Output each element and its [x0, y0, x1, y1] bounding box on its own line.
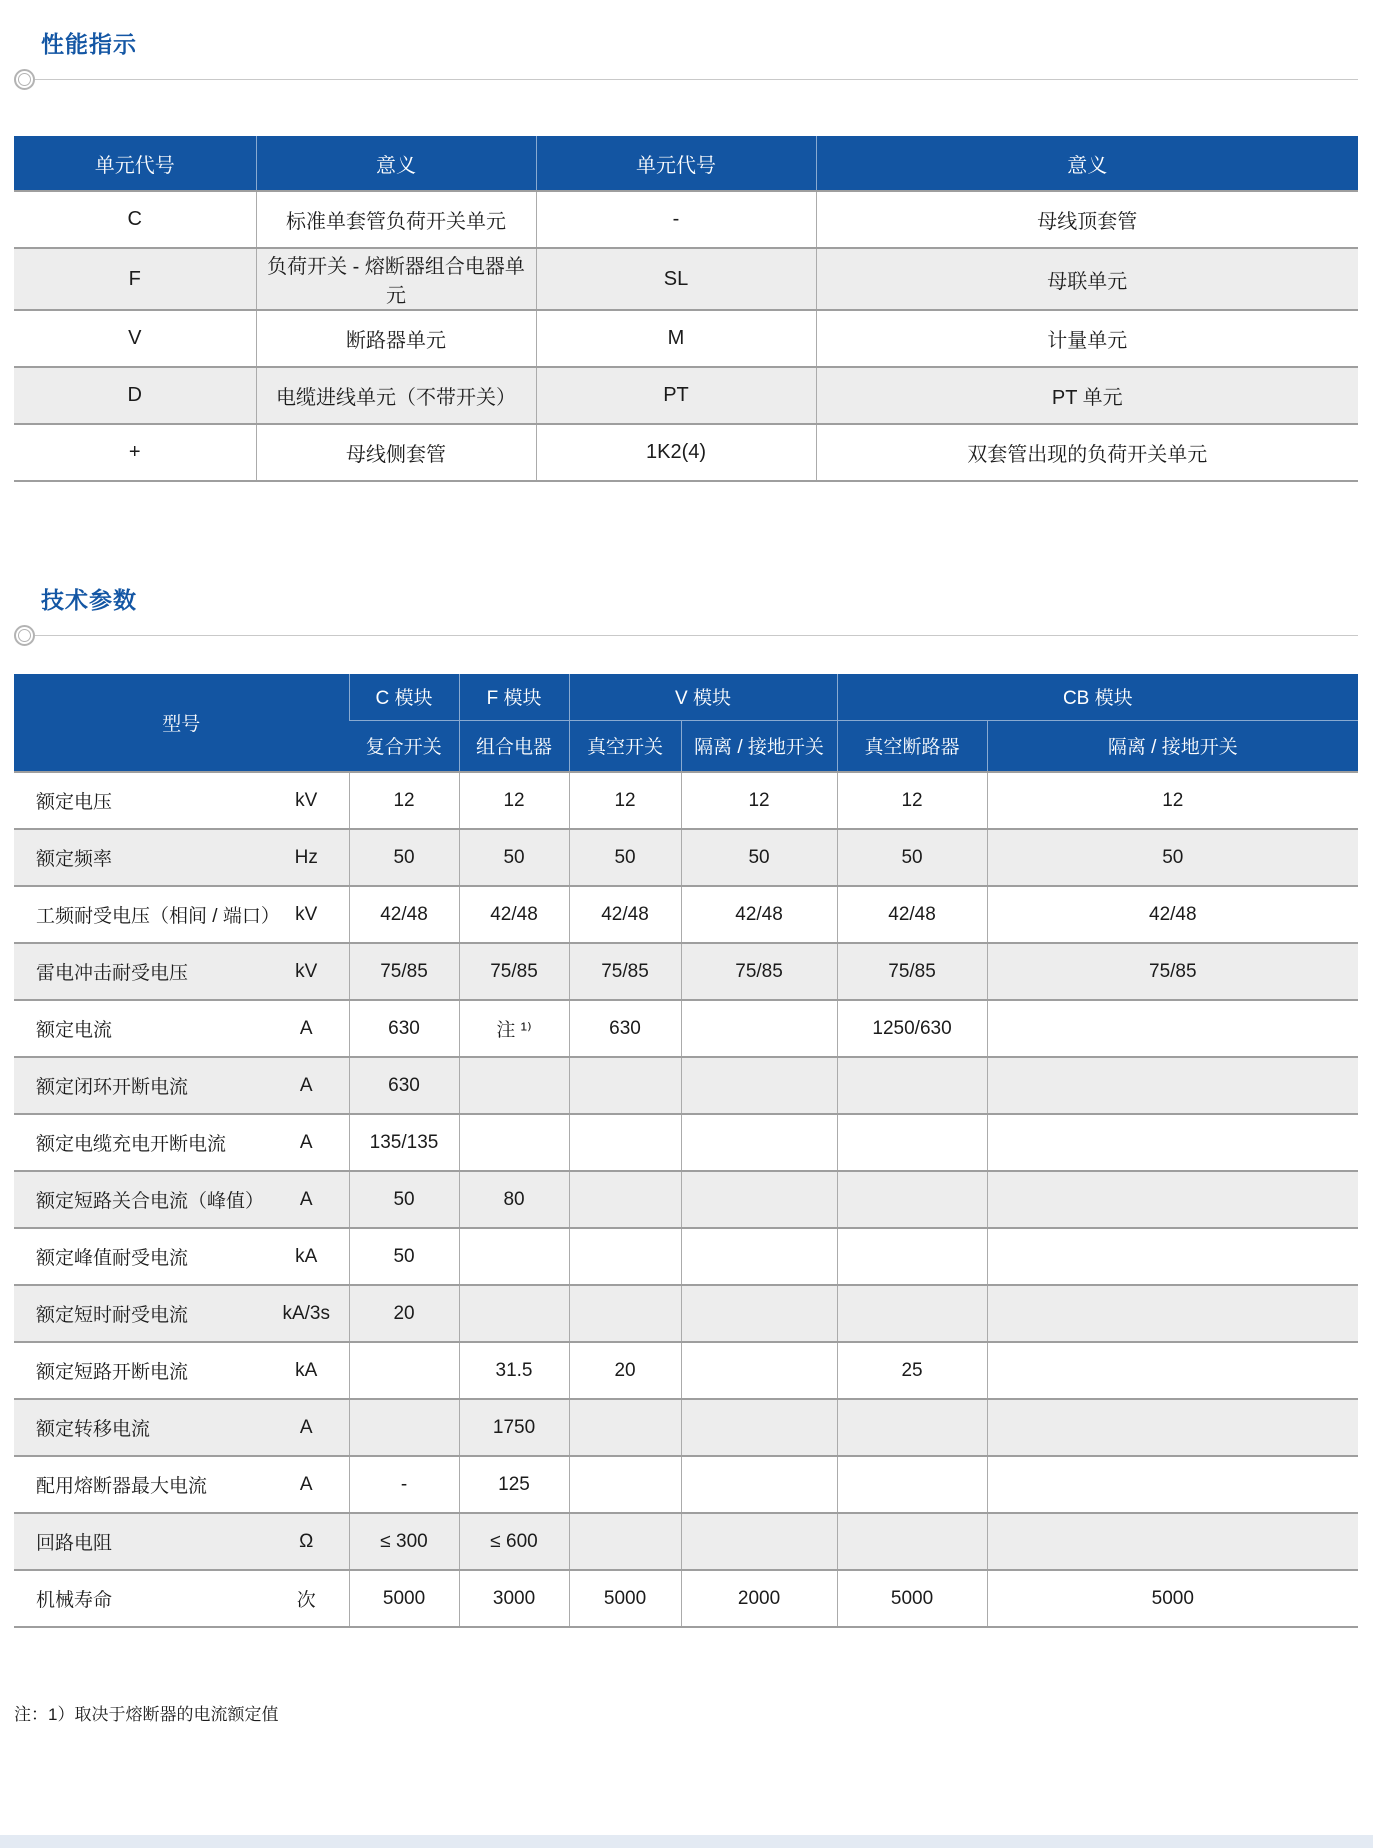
- tech-params-table: [14, 674, 1358, 1628]
- module-sub-header: 复合开关: [349, 720, 459, 772]
- parameter-name-cell: 配用熔断器最大电流: [14, 1456, 264, 1513]
- meaning-cell: 双套管出现的负荷开关单元: [816, 424, 1358, 481]
- parameter-value-cell: [681, 1513, 837, 1570]
- parameter-value-cell: 630: [349, 1057, 459, 1114]
- tech-table-row: [14, 1057, 1358, 1114]
- parameter-value-cell: [459, 1285, 569, 1342]
- tech-table-row: [14, 1171, 1358, 1228]
- parameter-name-cell: 机械寿命: [14, 1570, 264, 1627]
- parameter-value-cell: [681, 1342, 837, 1399]
- parameter-value-cell: 5000: [987, 1570, 1358, 1627]
- parameter-value-cell: 5000: [349, 1570, 459, 1627]
- parameter-value-cell: 1750: [459, 1399, 569, 1456]
- meaning-cell: 电缆进线单元（不带开关）: [256, 367, 536, 424]
- parameter-value-cell: [681, 1114, 837, 1171]
- parameter-value-cell: ≤ 300: [349, 1513, 459, 1570]
- module-sub-header: 真空开关: [569, 720, 681, 772]
- unit-table-row: [14, 310, 1358, 367]
- unit-code-cell: F: [14, 248, 256, 310]
- module-group-header: CB 模块: [837, 674, 1358, 720]
- module-sub-header: 隔离 / 接地开关: [987, 720, 1358, 772]
- unit-table-column-header: 单元代号: [536, 136, 816, 191]
- tech-table-row: [14, 772, 1358, 829]
- parameter-value-cell: 12: [837, 772, 987, 829]
- parameter-value-cell: 50: [349, 829, 459, 886]
- parameter-value-cell: 42/48: [459, 886, 569, 943]
- parameter-value-cell: [681, 1456, 837, 1513]
- unit-code-cell: PT: [536, 367, 816, 424]
- parameter-value-cell: 75/85: [349, 943, 459, 1000]
- parameter-unit-cell: kA: [264, 1228, 349, 1285]
- parameter-value-cell: 12: [569, 772, 681, 829]
- parameter-value-cell: 42/48: [681, 886, 837, 943]
- unit-code-cell: D: [14, 367, 256, 424]
- parameter-value-cell: 31.5: [459, 1342, 569, 1399]
- parameter-name-cell: 额定电缆充电开断电流: [14, 1114, 264, 1171]
- parameter-unit-cell: A: [264, 1057, 349, 1114]
- parameter-value-cell: [987, 1513, 1358, 1570]
- parameter-value-cell: 1250/630: [837, 1000, 987, 1057]
- module-sub-header: 隔离 / 接地开关: [681, 720, 837, 772]
- meaning-cell: 母线侧套管: [256, 424, 536, 481]
- parameter-value-cell: [987, 1342, 1358, 1399]
- parameter-name-cell: 额定频率: [14, 829, 264, 886]
- parameter-value-cell: 20: [569, 1342, 681, 1399]
- unit-code-cell: SL: [536, 248, 816, 310]
- unit-table-row: [14, 424, 1358, 481]
- parameter-value-cell: [681, 1399, 837, 1456]
- parameter-value-cell: [459, 1057, 569, 1114]
- meaning-cell: 母线顶套管: [816, 191, 1358, 248]
- parameter-value-cell: [459, 1114, 569, 1171]
- parameter-value-cell: 50: [459, 829, 569, 886]
- divider-line: [35, 635, 1358, 636]
- parameter-value-cell: 50: [349, 1171, 459, 1228]
- parameter-value-cell: 50: [681, 829, 837, 886]
- parameter-value-cell: [837, 1114, 987, 1171]
- tech-table-row: [14, 886, 1358, 943]
- parameter-unit-cell: A: [264, 1171, 349, 1228]
- parameter-name-cell: 额定转移电流: [14, 1399, 264, 1456]
- unit-code-cell: C: [14, 191, 256, 248]
- unit-code-cell: +: [14, 424, 256, 481]
- tech-table-row: [14, 1513, 1358, 1570]
- parameter-value-cell: 注 ¹⁾: [459, 1000, 569, 1057]
- module-group-header: F 模块: [459, 674, 569, 720]
- parameter-value-cell: 5000: [569, 1570, 681, 1627]
- parameter-value-cell: [681, 1228, 837, 1285]
- parameter-value-cell: [987, 1456, 1358, 1513]
- meaning-cell: 断路器单元: [256, 310, 536, 367]
- parameter-unit-cell: A: [264, 1399, 349, 1456]
- parameter-value-cell: 12: [681, 772, 837, 829]
- parameter-value-cell: [837, 1513, 987, 1570]
- unit-table-row: [14, 367, 1358, 424]
- parameter-value-cell: 5000: [837, 1570, 987, 1627]
- parameter-value-cell: 42/48: [569, 886, 681, 943]
- parameter-value-cell: [569, 1057, 681, 1114]
- tech-table-row: [14, 1114, 1358, 1171]
- unit-table-header-row: [14, 136, 1358, 191]
- parameter-name-cell: 额定短路关合电流（峰值）: [14, 1171, 264, 1228]
- parameter-value-cell: [681, 1000, 837, 1057]
- tech-table-row: [14, 1342, 1358, 1399]
- parameter-value-cell: [987, 1057, 1358, 1114]
- parameter-value-cell: [987, 1000, 1358, 1057]
- parameter-value-cell: [569, 1114, 681, 1171]
- parameter-unit-cell: kV: [264, 943, 349, 1000]
- unit-table-column-header: 意义: [256, 136, 536, 191]
- module-group-header: C 模块: [349, 674, 459, 720]
- section-spacer: [0, 482, 1373, 582]
- parameter-value-cell: [349, 1342, 459, 1399]
- section-divider: [14, 622, 1358, 648]
- divider-line: [35, 79, 1358, 80]
- parameter-value-cell: 42/48: [987, 886, 1358, 943]
- section-divider: [14, 66, 1358, 92]
- parameter-unit-cell: A: [264, 1456, 349, 1513]
- parameter-value-cell: [837, 1399, 987, 1456]
- parameter-value-cell: [837, 1228, 987, 1285]
- unit-code-cell: 1K2(4): [536, 424, 816, 481]
- parameter-value-cell: ≤ 600: [459, 1513, 569, 1570]
- parameter-unit-cell: Ω: [264, 1513, 349, 1570]
- tech-section-title: 技术参数: [41, 587, 137, 613]
- parameter-value-cell: 75/85: [569, 943, 681, 1000]
- parameter-value-cell: 42/48: [837, 886, 987, 943]
- parameter-value-cell: 75/85: [459, 943, 569, 1000]
- tech-section: [14, 582, 1358, 1628]
- model-header-cell: 型号: [14, 674, 349, 772]
- tech-table-row: [14, 1399, 1358, 1456]
- parameter-value-cell: 75/85: [681, 943, 837, 1000]
- tech-table-row: [14, 943, 1358, 1000]
- parameter-unit-cell: 次: [264, 1570, 349, 1627]
- parameter-value-cell: [569, 1456, 681, 1513]
- double-ring-icon: [14, 625, 35, 646]
- bottom-bar: [0, 1835, 1373, 1848]
- unit-code-cell: -: [536, 191, 816, 248]
- parameter-value-cell: 42/48: [349, 886, 459, 943]
- unit-table-column-header: 意义: [816, 136, 1358, 191]
- unit-table-row: [14, 248, 1358, 310]
- parameter-value-cell: [987, 1399, 1358, 1456]
- parameter-value-cell: 12: [459, 772, 569, 829]
- module-sub-header: 组合电器: [459, 720, 569, 772]
- parameter-value-cell: 50: [349, 1228, 459, 1285]
- parameter-value-cell: 3000: [459, 1570, 569, 1627]
- parameter-unit-cell: Hz: [264, 829, 349, 886]
- tech-table-row: [14, 1456, 1358, 1513]
- parameter-value-cell: [987, 1228, 1358, 1285]
- tech-table-row: [14, 829, 1358, 886]
- parameter-value-cell: 75/85: [987, 943, 1358, 1000]
- parameter-unit-cell: kA: [264, 1342, 349, 1399]
- parameter-unit-cell: A: [264, 1114, 349, 1171]
- unit-table-column-header: 单元代号: [14, 136, 256, 191]
- parameter-value-cell: [987, 1114, 1358, 1171]
- tech-table-row: [14, 1000, 1358, 1057]
- parameter-value-cell: [987, 1285, 1358, 1342]
- tech-table-row: [14, 1228, 1358, 1285]
- parameter-value-cell: 12: [349, 772, 459, 829]
- double-ring-icon: [14, 69, 35, 90]
- parameter-unit-cell: kV: [264, 886, 349, 943]
- parameter-value-cell: [569, 1399, 681, 1456]
- parameter-value-cell: [569, 1228, 681, 1285]
- parameter-unit-cell: kV: [264, 772, 349, 829]
- tech-table-row: [14, 1285, 1358, 1342]
- parameter-value-cell: [569, 1171, 681, 1228]
- parameter-name-cell: 额定短路开断电流: [14, 1342, 264, 1399]
- parameter-value-cell: 2000: [681, 1570, 837, 1627]
- parameter-value-cell: 25: [837, 1342, 987, 1399]
- parameter-value-cell: 125: [459, 1456, 569, 1513]
- parameter-value-cell: [459, 1228, 569, 1285]
- meaning-cell: 负荷开关 - 熔断器组合电器单元: [256, 248, 536, 310]
- parameter-value-cell: [349, 1399, 459, 1456]
- meaning-cell: PT 单元: [816, 367, 1358, 424]
- parameter-value-cell: 75/85: [837, 943, 987, 1000]
- parameter-value-cell: [837, 1285, 987, 1342]
- parameter-value-cell: 630: [349, 1000, 459, 1057]
- unit-code-cell: V: [14, 310, 256, 367]
- unit-code-cell: M: [536, 310, 816, 367]
- parameter-value-cell: [681, 1171, 837, 1228]
- parameter-value-cell: [837, 1456, 987, 1513]
- footnote: 注：1）取决于熔断器的电流额定值: [14, 1705, 279, 1724]
- parameter-value-cell: 20: [349, 1285, 459, 1342]
- unit-code-table: [14, 136, 1358, 482]
- parameter-value-cell: [837, 1171, 987, 1228]
- parameter-value-cell: 80: [459, 1171, 569, 1228]
- parameter-name-cell: 回路电阻: [14, 1513, 264, 1570]
- module-sub-header: 真空断路器: [837, 720, 987, 772]
- parameter-name-cell: 额定闭环开断电流: [14, 1057, 264, 1114]
- parameter-value-cell: [681, 1057, 837, 1114]
- parameter-unit-cell: A: [264, 1000, 349, 1057]
- meaning-cell: 母联单元: [816, 248, 1358, 310]
- parameter-name-cell: 额定电流: [14, 1000, 264, 1057]
- module-group-header: V 模块: [569, 674, 837, 720]
- tech-table-row: [14, 1570, 1358, 1627]
- parameter-value-cell: 50: [837, 829, 987, 886]
- parameter-value-cell: 135/135: [349, 1114, 459, 1171]
- parameter-name-cell: 额定峰值耐受电流: [14, 1228, 264, 1285]
- performance-section: [14, 26, 1358, 482]
- unit-table-row: [14, 191, 1358, 248]
- parameter-value-cell: [681, 1285, 837, 1342]
- parameter-name-cell: 雷电冲击耐受电压: [14, 943, 264, 1000]
- performance-section-title: 性能指示: [41, 31, 137, 57]
- parameter-value-cell: [837, 1057, 987, 1114]
- meaning-cell: 标准单套管负荷开关单元: [256, 191, 536, 248]
- parameter-value-cell: 12: [987, 772, 1358, 829]
- tech-group-header-row: [14, 674, 1358, 720]
- parameter-name-cell: 额定短时耐受电流: [14, 1285, 264, 1342]
- parameter-value-cell: -: [349, 1456, 459, 1513]
- parameter-value-cell: [569, 1513, 681, 1570]
- parameter-value-cell: [987, 1171, 1358, 1228]
- parameter-value-cell: 630: [569, 1000, 681, 1057]
- parameter-unit-cell: kA/3s: [264, 1285, 349, 1342]
- parameter-value-cell: 50: [569, 829, 681, 886]
- parameter-name-cell: 额定电压: [14, 772, 264, 829]
- parameter-value-cell: [569, 1285, 681, 1342]
- parameter-name-cell: 工频耐受电压（相间 / 端口）: [14, 886, 264, 943]
- parameter-value-cell: 50: [987, 829, 1358, 886]
- meaning-cell: 计量单元: [816, 310, 1358, 367]
